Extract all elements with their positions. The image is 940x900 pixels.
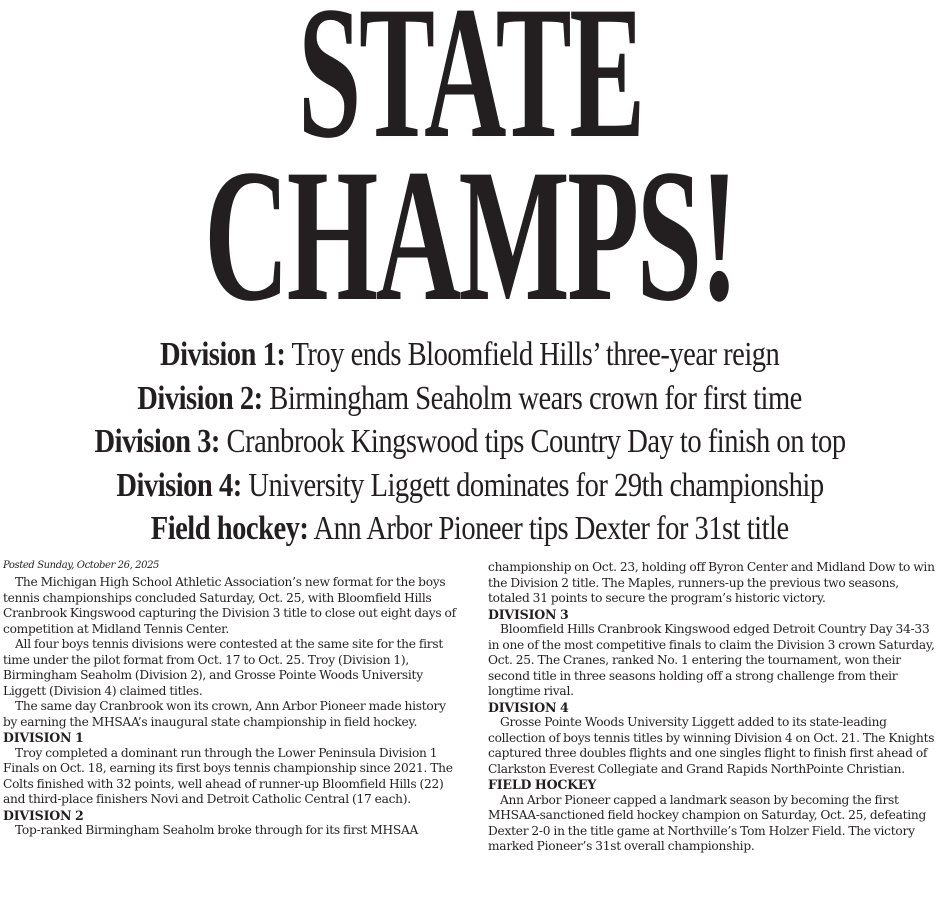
article-column-left	[3, 575, 463, 839]
headline-text-champs: CHAMPS!	[203, 131, 737, 341]
section-heading-division-3: DIVISION 3	[488, 606, 569, 622]
subhead-division-1	[0, 333, 940, 377]
subhead-label: Division 2:	[137, 379, 264, 417]
subhead-field-hockey	[0, 507, 940, 551]
subhead-text: University Liggett dominates for 29th championship	[241, 466, 824, 504]
subhead-label: Division 1:	[160, 336, 286, 373]
section-heading-division-4: DIVISION 4	[488, 699, 569, 715]
section-body-division-2-continued: championship on Oct. 23, holding off Byron Center and Midland Dow to win the Division 2 title. The Maples, runners-up the previous two seasons, totaled 31 points to secure the program’s historic victory.	[488, 560, 935, 605]
subhead-label: Division 4:	[116, 466, 242, 504]
section-body-division-3: Bloomfield Hills Cranbrook Kingswood edged Detroit Country Day 34-33 in one of the most competitive finals to claim the Division 3 crown Saturday, Oct. 25. The Cranes, ranked No. 1 entering the tournament, won their second title in three seasons holding off a strong challenge from their longtime rival.	[488, 622, 935, 698]
subhead-text: Birmingham Seaholm wears crown for first time	[263, 379, 803, 417]
section-body-field-hockey: Ann Arbor Pioneer capped a landmark season by becoming the first MHSAA-sanctioned field hockey champion on Saturday, Oct. 25, defeating Dexter 2-0 in the title game at Northville’s Tom Holzer Field. The victory marked Pioneer’s 31st overall championship.	[488, 792, 927, 853]
subhead-text: Troy ends Bloomfield Hills’ three-year reign	[285, 336, 780, 373]
section-body-division-4: Grosse Pointe Woods University Liggett added to its state-leading collection of boys tennis titles by winning Division 4 on Oct. 21. The Knights captured three doubles flights and one singles flight to finish first ahead of Clarkston Everest Collegiate and Grand Rapids NorthPointe Christian.	[488, 715, 935, 776]
subhead-division-4	[0, 464, 940, 508]
intro-paragraph-2: All four boys tennis divisions were contested at the same site for the first time under the pilot format from Oct. 17 to Oct. 25. Troy (Division 1), Birmingham Seaholm (Division 2), and Grosse Pointe Woods University Liggett (Division 4) claimed titles.	[3, 637, 443, 698]
section-heading-division-1: DIVISION 1	[3, 730, 84, 745]
section-body-division-2-start: Top-ranked Birmingham Seaholm broke through for its first MHSAA	[15, 823, 419, 837]
posted-date: Posted Sunday, October 26, 2025	[3, 560, 160, 571]
intro-paragraph-3: The same day Cranbrook won its crown, Ann Arbor Pioneer made history by earning the MHSAA’s inaugural state championship in field hockey.	[3, 699, 446, 729]
subhead-label: Division 3:	[94, 423, 220, 460]
section-heading-field-hockey: FIELD HOCKEY	[488, 777, 597, 792]
section-heading-division-2: DIVISION 2	[3, 807, 84, 823]
headline-text-state: STATE	[297, 0, 643, 178]
subhead-text: Cranbrook Kingswood tips Country Day to finish on top	[219, 423, 846, 460]
article-column-right	[488, 560, 938, 855]
section-body-division-1: Troy completed a dominant run through the Lower Peninsula Division 1 Finals on Oct. 18, earning its first boys tennis championship since 2021. The Colts finished with 32 points, well ahead of runner-up Bloomfield Hills (22) and third-place finishers Novi and Detroit Catholic Central (17 each).	[3, 745, 453, 806]
headline-line-2	[0, 131, 940, 341]
subhead-text: Ann Arbor Pioneer tips Dexter for 31st title	[308, 510, 789, 547]
intro-paragraph-1: The Michigan High School Athletic Association’s new format for the boys tennis championships concluded Saturday, Oct. 25, with Bloomfield Hills Cranbrook Kingswood capturing the Division 3 title to close out eight days of competition at Midland Tennis Center.	[3, 575, 456, 636]
subhead-division-3	[0, 420, 940, 464]
subhead-division-2	[0, 377, 940, 421]
subhead-label: Field hockey:	[151, 510, 309, 547]
subheads	[0, 333, 940, 551]
